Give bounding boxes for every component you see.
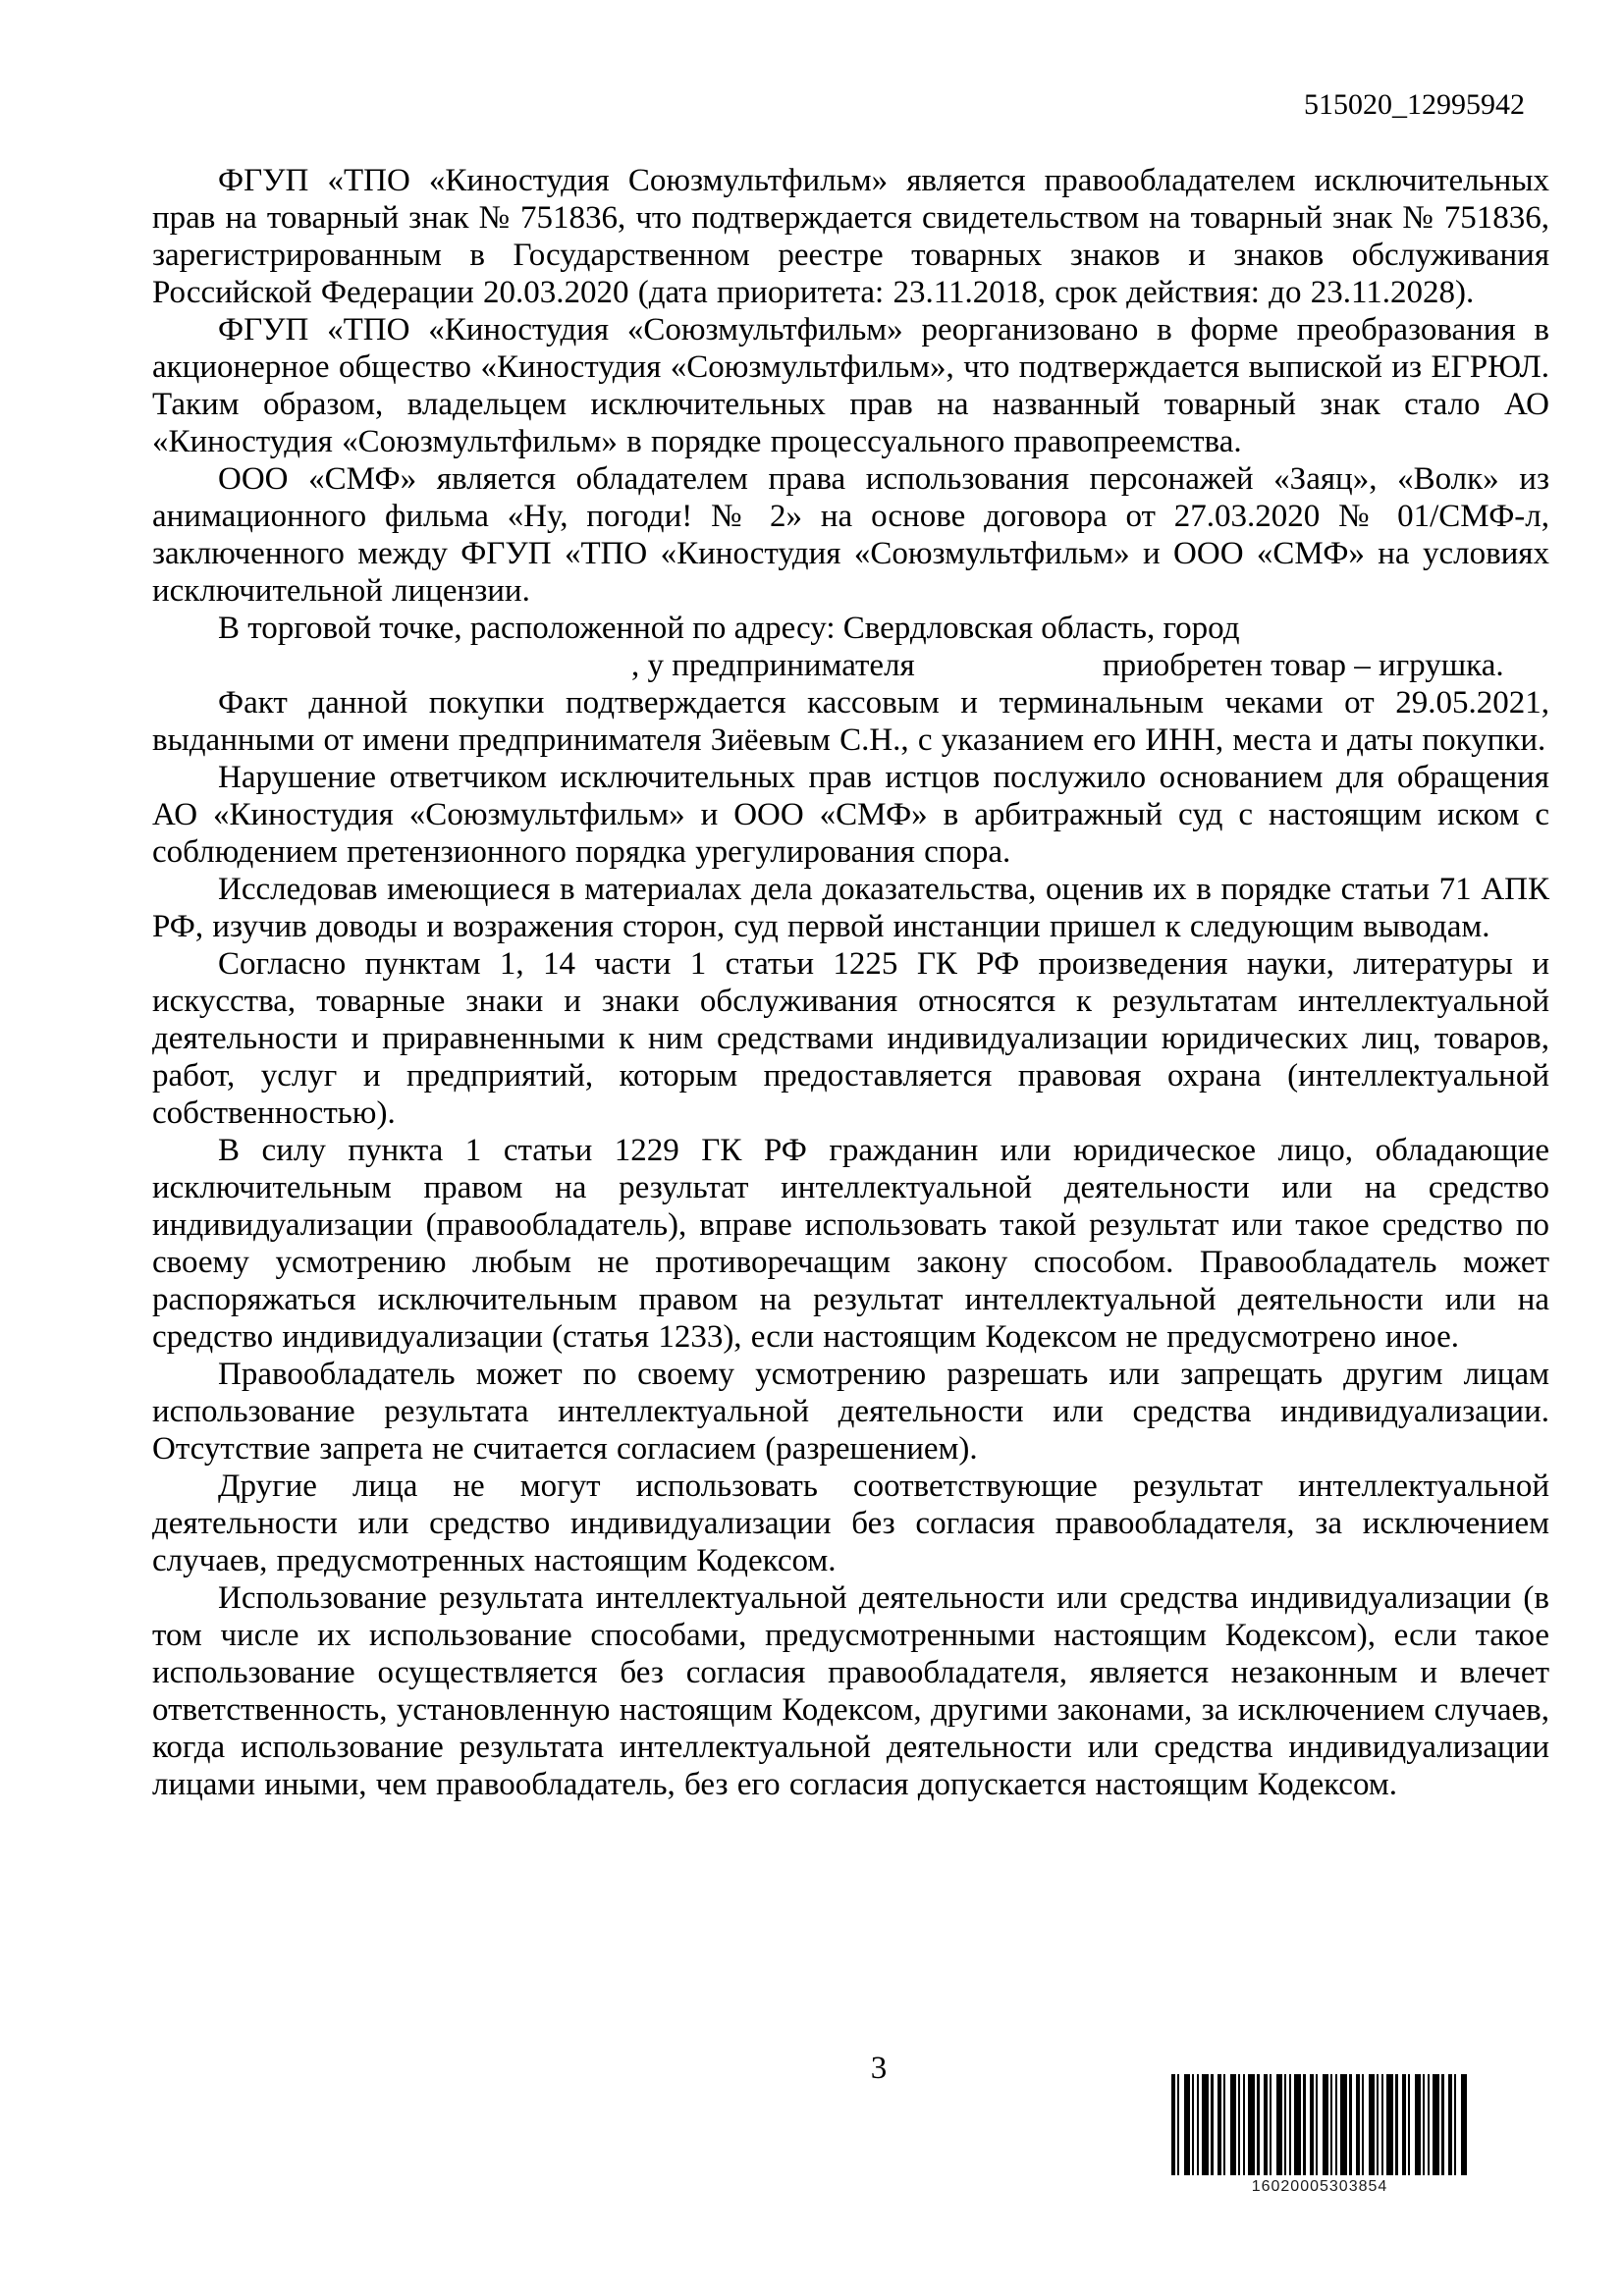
document-body — [152, 162, 1549, 1803]
paragraph-article-1225: Согласно пунктам 1, 14 части 1 статьи 1225 ГК РФ произведения науки, литературы и искусства, товарные знаки и знаки обслуживания относятся к результатам интеллектуальной деятельности и приравненными к ним средствами индивидуализации юридических лиц, товаров, работ, услуг и предприятий, которым предоставляется правовая охрана (интеллектуальной собственностью). — [152, 946, 1549, 1131]
redacted-line-1: В торговой точке, расположенной по адресу: Свердловская область, город — [218, 611, 1240, 646]
redacted-line-2 — [152, 647, 1549, 684]
paragraph-rightsholder-permission: Правообладатель может по своему усмотрению разрешать или запрещать другим лицам использование результата интеллектуальной деятельности или средства индивидуализации. Отсутствие запрета не считается согласием (разрешением). — [152, 1357, 1549, 1467]
paragraph-other-persons: Другие лица не могут использовать соответствующие результат интеллектуальной деятельности или средство индивидуализации без согласия правообладателя, за исключением случаев, предусмотренных настоящим Кодексом. — [152, 1468, 1549, 1578]
paragraph-trademark-rights: ФГУП «ТПО «Киностудия Союзмультфильм» является правообладателем исключительных прав на товарный знак № 751836, что подтверждается свидетельством на товарный знак № 751836, зарегистрированным в Государственном реестре товарных знаков и знаков обслуживания Российской Федерации 20.03.2020 (дата приоритета: 23.11.2018, срок действия: до 23.11.2028). — [152, 163, 1549, 310]
document-reference-number: 515020_12995942 — [1304, 88, 1525, 121]
page-number: 3 — [870, 2051, 888, 2086]
paragraph-purchase-receipts: Факт данной покупки подтверждается кассовым и терминальным чеками от 29.05.2021, выданными от имени предпринимателя Зиёевым С.Н., с указанием его ИНН, места и даты покупки. — [152, 685, 1549, 758]
redacted-line-2-segment-entrepreneur: , у предпринимателя — [631, 648, 915, 683]
paragraph-unlawful-use: Использование результата интеллектуальной деятельности или средства индивидуализации (в том числе их использование способами, предусмотренными настоящим Кодексом), если такое использование осуществляется без согласия правообладателя, является незаконным и влечет ответственность, установленную настоящим Кодексом, другими законами, за исключением случаев, когда использование результата интеллектуальной деятельности или средства индивидуализации лицами иными, чем правообладатель, без его согласия допускается настоящим Кодексом. — [152, 1580, 1549, 1802]
paragraph-purchase-location-redacted — [152, 610, 1549, 684]
barcode — [1171, 2074, 1468, 2196]
barcode-number: 16020005303854 — [1251, 2178, 1388, 2195]
paragraph-license-smf: ООО «СМФ» является обладателем права использования персонажей «Заяц», «Волк» из анимационного фильма «Ну, погоди! № 2» на основе договора от 27.03.2020 № 01/СМФ-л, заключенного между ФГУП «ТПО «Киностудия «Союзмультфильм» и ООО «СМФ» на условиях исключительной лицензии. — [152, 461, 1549, 609]
paragraph-article-1229: В силу пункта 1 статьи 1229 ГК РФ гражданин или юридическое лицо, обладающие исключительным правом на результат интеллектуальной деятельности или на средство индивидуализации (правообладатель), вправе использовать такой результат или такое средство по своему усмотрению любым не противоречащим закону способом. Правообладатель может распоряжаться исключительным правом на результат интеллектуальной деятельности или на средство индивидуализации (статья 1233), если настоящим Кодексом не предусмотрено иное. — [152, 1133, 1549, 1355]
paragraph-lawsuit-grounds: Нарушение ответчиком исключительных прав истцов послужило основанием для обращения АО «Киностудия «Союзмультфильм» и ООО «СМФ» в арбитражный суд с настоящим иском с соблюдением претензионного порядка урегулирования спора. — [152, 760, 1549, 870]
redacted-line-2-segment-purchased-toy: приобретен товар – игрушка. — [1102, 648, 1504, 683]
paragraph-reorganization: ФГУП «ТПО «Киностудия «Союзмультфильм» реорганизовано в форме преобразования в акционерное общество «Киностудия «Союзмультфильм», что подтверждается выпиской из ЕГРЮЛ. Таким образом, владельцем исключительных прав на названный товарный знак стало АО «Киностудия «Союзмультфильм» в порядке процессуального правопреемства. — [152, 312, 1549, 459]
barcode-bars-image — [1171, 2074, 1468, 2175]
paragraph-court-examination: Исследовав имеющиеся в материалах дела доказательства, оценив их в порядке статьи 71 АПК РФ, изучив доводы и возражения сторон, суд первой инстанции пришел к следующим выводам. — [152, 872, 1549, 944]
